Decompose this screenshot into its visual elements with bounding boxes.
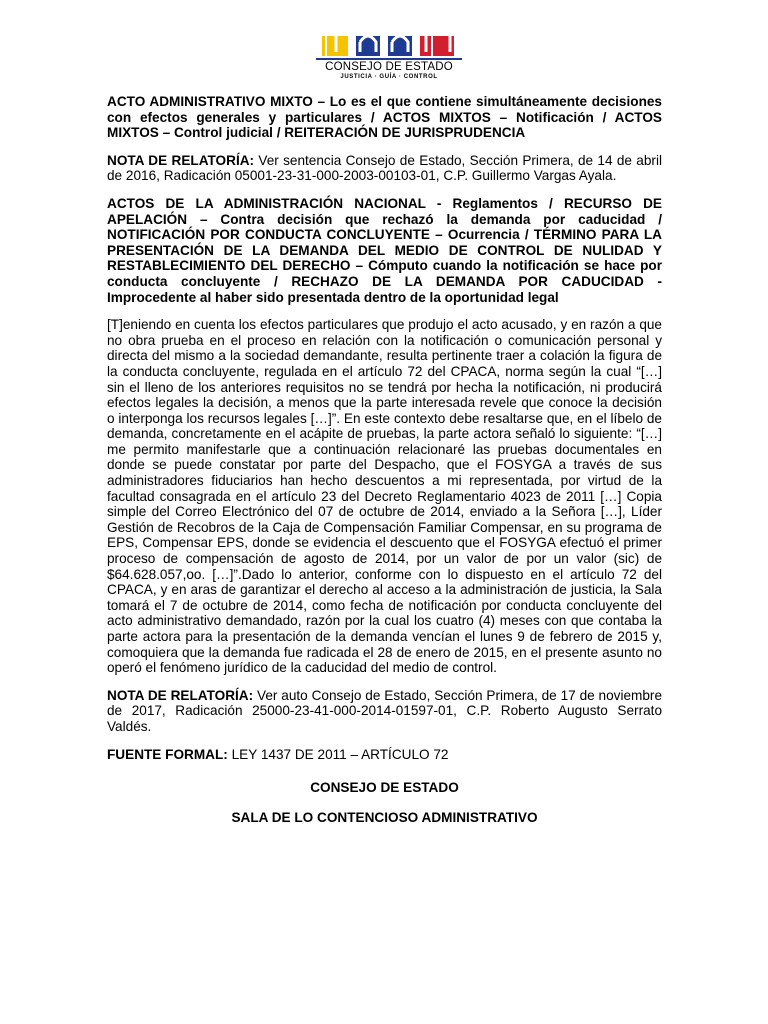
fuente-formal-label: FUENTE FORMAL: xyxy=(107,746,228,762)
logo-title: CONSEJO DE ESTADO xyxy=(325,61,453,73)
heading-consejo-de-estado: CONSEJO DE ESTADO xyxy=(310,780,459,796)
fuente-formal xyxy=(107,747,662,763)
body-extract: [T]eniendo en cuenta los efectos particulares que produjo el acto acusado, y en razón a que no obra prueba en el proceso en relación con la notificación o comunicación personal y directa del mismo a la sociedad demandante, resulta pertinente traer a colación la figura de la conducta concluyente, regulada en el artículo 72 del CPACA, norma según la cual “[…] sin el lleno de los anteriores requisitos no se tendrá por hecha la notificación, ni producirá efectos legales la decisión, a menos que la parte interesada revele que conoce la decisión o interponga los recursos legales […]”. En este contexto debe resaltarse que, en el líbelo de demanda, concretamente en el acápite de pruebas, la parte actora señaló lo siguiente: “[…] me permito manifestarle que a continuación relacionaré las pruebas documentales en donde se puede constatar por parte del Despacho, que el FOSYGA a través de sus administradores fiduciarios han hecho descuentos a mi representada, por virtud de la facultad consagrada en el artículo 23 del Decreto Reglamentario 4023 de 2011 […] Copia simple del Correo Electrónico del 07 de octubre de 2014, enviado a la Señora […], Líder Gestión de Recobros de la Caja de Compensación Familiar Compensar, en su programa de EPS, Compensar EPS, donde se evidencia el descuento que el FOSYGA efectuó el primer proceso de compensación de agosto de 2014, por un valor de por un valor (sic) de $64.628.057,oo. […]”.Dado lo anterior, conforme con lo dispuesto en el artículo 72 del CPACA, y en aras de garantizar el derecho al acceso a la administración de justicia, la Sala tomará el 7 de octubre de 2014, como fecha de notificación por conducta concluyente del acto administrativo demandado, razón por la cual los cuatro (4) meses con que contaba la parte actora para la presentación de la demanda vencían el lunes 9 de febrero de 2015 y, comoquiera que la demanda fue radicada el 28 de enero de 2015, en el presente asunto no operó el fenómeno jurídico de la caducidad del medio de control. xyxy=(107,317,662,676)
nota-relatoria-1 xyxy=(107,153,662,184)
nota-relatoria-1-text: Ver sentencia Consejo de Estado, Sección Primera, de 14 de abril de 2016, Radicación 05001-23-31-000-2003-00103-01, C.P. Guillermo Vargas Ayala. xyxy=(107,152,662,184)
nota-relatoria-2-text: Ver auto Consejo de Estado, Sección Primera, de 17 de noviembre de 2017, Radicación 25000-23-41-000-2014-01597-01, C.P. Roberto Augusto Serrato Valdés. xyxy=(107,687,663,734)
heading-sala: SALA DE LO CONTENCIOSO ADMINISTRATIVO xyxy=(231,809,538,825)
fuente-formal-text: LEY 1437 DE 2011 – ARTÍCULO 72 xyxy=(227,746,449,762)
nota-relatoria-2 xyxy=(107,688,662,735)
descriptors-block-1: ACTO ADMINISTRATIVO MIXTO – Lo es el que contiene simultáneamente decisiones con efectos generales y particulares / ACTOS MIXTOS – Notificación / ACTOS MIXTOS – Control judicial / REITERACIÓN DE JURISPRUDENCIA xyxy=(107,94,662,141)
consejo-de-estado-logo xyxy=(316,28,462,84)
logo-emblem xyxy=(316,28,462,62)
nota-relatoria-1-label: NOTA DE RELATORÍA: xyxy=(107,152,255,168)
logo-motto: JUSTICIA · GUÍA · CONTROL xyxy=(340,74,438,80)
document-body xyxy=(107,94,662,837)
descriptors-block-2: ACTOS DE LA ADMINISTRACIÓN NACIONAL - Reglamentos / RECURSO DE APELACIÓN – Contra decisión que rechazó la demanda por caducidad / NOTIFICACIÓN POR CONDUCTA CONCLUYENTE – Ocurrencia / TÉRMINO PARA LA PRESENTACIÓN DE LA DEMANDA DEL MEDIO DE CONTROL DE NULIDAD Y RESTABLECIMIENTO DEL DERECHO – Cómputo cuando la notificación se hace por conducta concluyente / RECHAZO DE LA DEMANDA POR CADUCIDAD - Improcedente al haber sido presentada dentro de la oportunidad legal xyxy=(107,195,662,305)
nota-relatoria-2-label: NOTA DE RELATORÍA: xyxy=(107,687,254,703)
